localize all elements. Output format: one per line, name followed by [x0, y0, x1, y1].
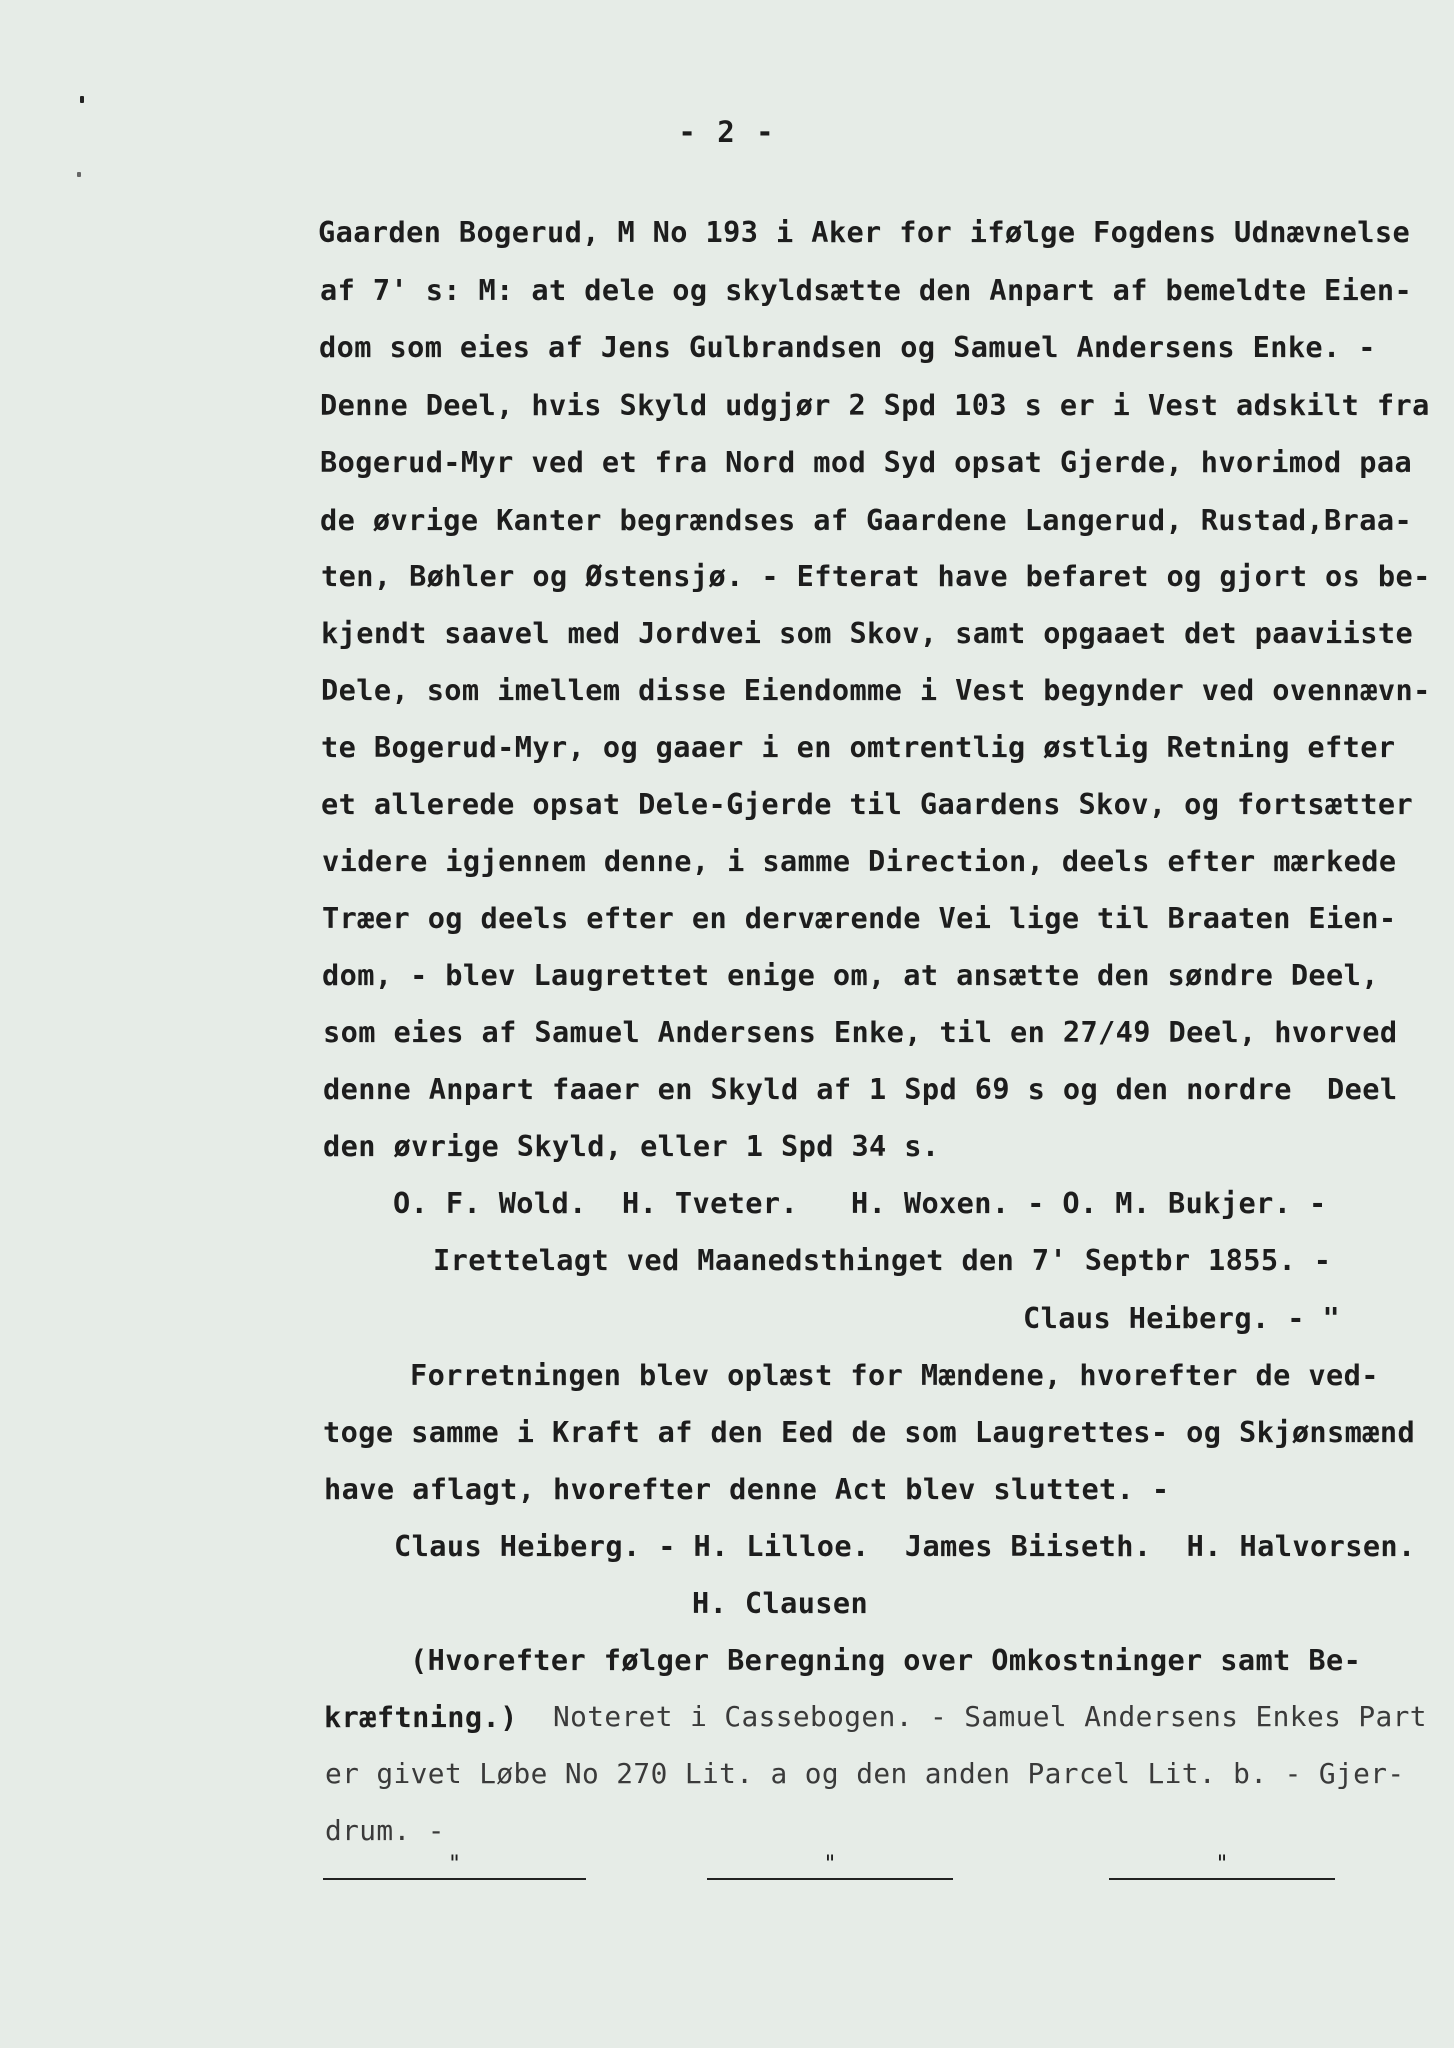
signature-line: Claus Heiberg. - H. Lilloe. James Biiseth. H. Halvorsen. [394, 1529, 1416, 1563]
body-line: Denne Deel, hvis Skyld udgjør 2 Spd 103 s er i Vest adskilt fra [320, 388, 1430, 422]
body-line: den øvrige Skyld, eller 1 Spd 34 s. [323, 1129, 940, 1163]
body-line: dom, - blev Laugrettet enige om, at ansætte den søndre Deel, [322, 958, 1379, 992]
body-line: kjendt saavel med Jordvei som Skov, samt opgaaet det paaviiste [321, 616, 1414, 650]
body-line: Træer og deels efter en derværende Vei lige til Braaten Eien- [322, 901, 1397, 935]
body-line: (Hvorefter følger Beregning over Omkostninger samt Be- [410, 1643, 1362, 1677]
body-line: kræftning.) [324, 1700, 518, 1734]
closing-rule [707, 1852, 953, 1880]
body-line: af 7' s: M: at dele og skyldsætte den Anpart af bemeldte Eien- [320, 273, 1413, 307]
annotation-line: drum. - [325, 1814, 445, 1847]
body-line: et allerede opsat Dele-Gjerde til Gaardens Skov, og fortsætter [321, 787, 1414, 821]
body-line: som eies af Samuel Andersens Enke, til en 27/49 Deel, hvorved [323, 1015, 1398, 1049]
ditto-mark: " [1215, 1852, 1229, 1877]
annotation-line: er givet Løbe No 270 Lit. a og den anden Parcel Lit. b. - Gjer- [325, 1757, 1405, 1790]
signature-line: O. F. Wold. H. Tveter. H. Woxen. - O. M. Bukjer. - [393, 1186, 1327, 1220]
margin-mark [80, 96, 84, 103]
margin-mark [77, 172, 81, 177]
body-line: toge samme i Kraft af den Eed de som Laugrettes- og Skjønsmænd [323, 1415, 1416, 1449]
body-line: de øvrige Kanter begrændses af Gaardene Langerud, Rustad,Braa- [320, 503, 1413, 537]
body-line: Forretningen blev oplæst for Mændene, hvorefter de ved- [410, 1358, 1379, 1392]
body-line: ten, Bøhler og Østensjø. - Efterat have befaret og gjort os be- [321, 559, 1431, 593]
signature-line: H. Clausen [692, 1586, 869, 1620]
closing-rule [1109, 1852, 1335, 1880]
body-line: Gaarden Bogerud, M No 193 i Aker for ifølge Fogdens Udnævnelse [318, 215, 1411, 249]
closing-rule [323, 1852, 586, 1880]
ditto-mark: " [823, 1852, 837, 1877]
body-line: videre igjennem denne, i samme Direction, deels efter mærkede [322, 844, 1397, 878]
ditto-mark: " [447, 1852, 462, 1877]
body-line: denne Anpart faaer en Skyld af 1 Spd 69 s og den nordre Deel [323, 1072, 1398, 1106]
signature-line: Claus Heiberg. - " [1023, 1301, 1341, 1335]
annotation-line: Noteret i Cassebogen. - Samuel Andersens Enkes Part [553, 1700, 1427, 1733]
registration-line: Irettelagt ved Maanedsthinget den 7' Septbr 1855. - [433, 1243, 1332, 1277]
body-line: Dele, som imellem disse Eiendomme i Vest begynder ved ovennævn- [321, 673, 1431, 707]
body-line: dom som eies af Jens Gulbrandsen og Samuel Andersens Enke. - [319, 330, 1376, 364]
body-line: have aflagt, hvorefter denne Act blev sluttet. - [324, 1472, 1170, 1506]
body-line: Bogerud-Myr ved et fra Nord mod Syd opsat Gjerde, hvorimod paa [320, 445, 1413, 479]
page-number: - 2 - [678, 115, 776, 149]
body-line: te Bogerud-Myr, og gaaer i en omtrentlig østlig Retning efter [321, 730, 1396, 764]
